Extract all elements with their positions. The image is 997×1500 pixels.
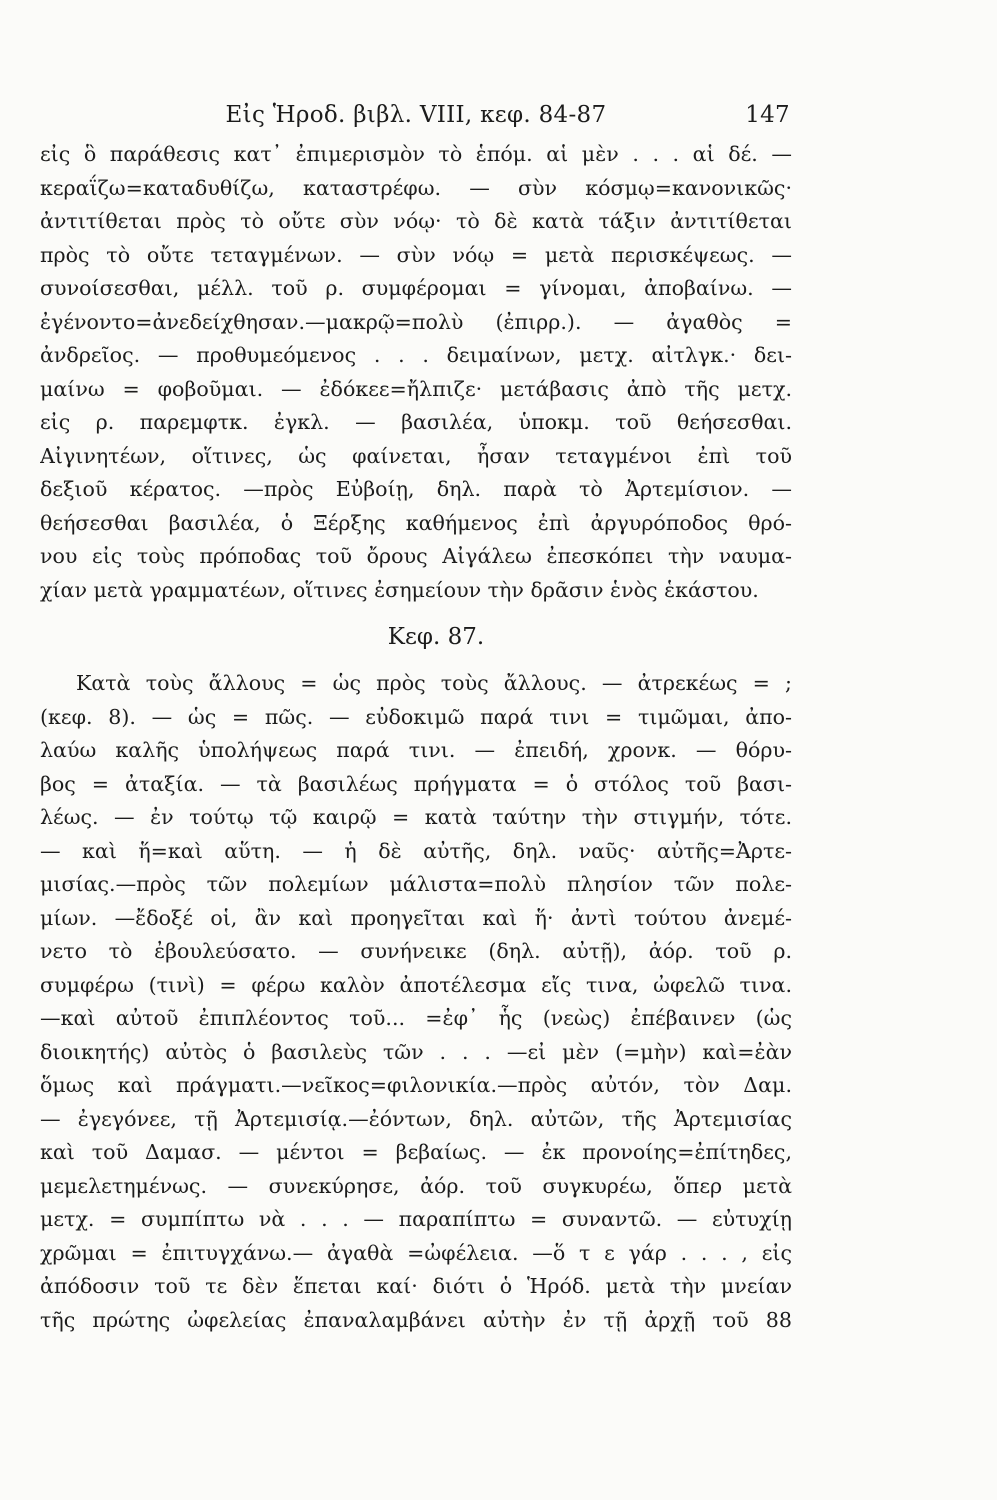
- text-line: ὅμως καὶ πράγματι.—νεῖκος=φιλονικία.—πρὸς αὐτόν, τὸν Δαμ.: [40, 1073, 792, 1097]
- text-line: ἀντιτίθεται πρὸς τὸ οὔτε σὺν νόῳ· τὸ δὲ κατὰ τάξιν ἀντιτίθεται: [40, 209, 792, 233]
- text-line: μίων. —ἔδοξέ οἱ, ἂν καὶ προηγεῖται καὶ ἥ· ἀντὶ τούτου ἀνεμέ-: [40, 905, 792, 930]
- text-line: εἰς ὃ παράθεσις κατ᾽ ἐπιμερισμὸν τὸ ἑπόμ. αἱ μὲν . . . αἱ δέ. —: [40, 142, 792, 166]
- text-line: — καὶ ἥ=καὶ αὕτη. — ἡ δὲ αὐτῆς, δηλ. ναῦς· αὐτῆς=Ἀρτε-: [40, 838, 792, 863]
- text-line: χίαν μετὰ γραμματέων, οἵτινες ἐσημείουν τὴν δρᾶσιν ἑνὸς ἑκάστου.: [40, 577, 759, 602]
- text-line: ἀνδρεῖος. — προθυμεόμενος . . . δειμαίνων, μετχ. αἰτλγκ.· δει-: [40, 343, 792, 367]
- text-line: χρῶμαι = ἐπιτυγχάνω.— ἀγαθὰ =ὠφέλεια. —ὅ τ ε γάρ . . . , εἰς: [40, 1240, 792, 1265]
- text-line: θεήσεσθαι βασιλέα, ὁ Ξέρξης καθήμενος ἐπὶ ἀργυρόποδος θρό-: [40, 510, 792, 535]
- text-line: μαίνω = φοβοῦμαι. — ἐδόκεε=ἤλπιζε· μετάβασις ἀπὸ τῆς μετχ.: [40, 376, 792, 401]
- text-line: μισίας.—πρὸς τῶν πολεμίων μάλιστα=πολὺ πλησίον τῶν πολε-: [40, 872, 792, 896]
- text-line: καὶ τοῦ Δαμασ. — μέντοι = βεβαίως. — ἐκ προνοίης=ἐπίτηδες,: [40, 1140, 792, 1164]
- text-line: βος = ἀταξία. — τὰ βασιλέως πρήγματα = ὁ στόλος τοῦ βασι-: [40, 771, 792, 796]
- commentary-block-ch87: [40, 667, 792, 1337]
- text-line: τῆς πρώτης ὠφελείας ἐπαναλαμβάνει αὐτὴν ἐν τῇ ἀρχῇ τοῦ 88: [40, 1307, 792, 1332]
- text-line: συμφέρω (τινὶ) = φέρω καλὸν ἀποτέλεσμα εἴς τινα, ὠφελῶ τινα.: [40, 972, 792, 997]
- text-line: λέως. — ἐν τούτῳ τῷ καιρῷ = κατὰ ταύτην τὴν στιγμήν, τότε.: [40, 805, 792, 829]
- text-line: (κεφ. 8). — ὡς = πῶς. — εὐδοκιμῶ παρά τινι = τιμῶμαι, ἀπο-: [40, 704, 792, 729]
- text-line: νου εἰς τοὺς πρόποδας τοῦ ὄρους Αἰγάλεω ἐπεσκόπει τὴν ναυμα-: [40, 544, 792, 568]
- text-line: λαύω καλῆς ὑπολήψεως παρά τινι. — ἐπειδή, χρονκ. — θόρυ-: [40, 738, 792, 762]
- running-head-title: Εἰς Ἡροδ. βιβλ. VIII, κεφ. 84-87: [225, 102, 607, 128]
- text-line: ἐγένοντο=ἀνεδείχθησαν.—μακρῷ=πολὺ (ἐπιρρ.). — ἀγαθὸς =: [40, 309, 792, 334]
- text-line: Αἰγινητέων, οἵτινες, ὡς φαίνεται, ἦσαν τεταγμένοι ἐπὶ τοῦ: [40, 443, 792, 468]
- text-line: κεραΐζω=καταδυθίζω, καταστρέφω. — σὺν κόσμῳ=κανονικῶς·: [40, 175, 792, 200]
- text-line: μετχ. = συμπίπτω νὰ . . . — παραπίπτω = συναντῶ. — εὐτυχίῃ: [40, 1207, 792, 1231]
- commentary-block-ch86: [40, 138, 792, 607]
- text-line: πρὸς τὸ οὔτε τεταγμένων. — σὺν νόῳ = μετὰ περισκέψεως. —: [40, 242, 792, 267]
- text-line: νετο τὸ ἐβουλεύσατο. — συνήνεικε (δηλ. αὐτῇ), ἀόρ. τοῦ ρ.: [40, 939, 792, 963]
- text-line: — ἐγεγόνεε, τῇ Ἀρτεμισίᾳ.—ἐόντων, δηλ. αὐτῶν, τῆς Ἀρτεμισίας: [40, 1106, 792, 1131]
- running-head: [40, 98, 792, 138]
- page-number: 147: [745, 102, 790, 128]
- book-page: [40, 98, 792, 1337]
- text-line: ἀπόδοσιν τοῦ τε δὲν ἕπεται καί· διότι ὁ Ἡρόδ. μετὰ τὴν μνείαν: [40, 1274, 792, 1298]
- text-line: συνοίσεσθαι, μέλλ. τοῦ ρ. συμφέρομαι = γίνομαι, ἀποβαίνω. —: [40, 276, 792, 300]
- chapter-heading: Κεφ. 87.: [387, 624, 485, 650]
- text-line: —καὶ αὐτοῦ ἐπιπλέοντος τοῦ... =ἐφ᾽ ἧς (νεὼς) ἐπέβαινεν (ὡς: [40, 1006, 792, 1030]
- text-line: εἰς ρ. παρεμφτκ. ἐγκλ. — βασιλέα, ὑποκμ. τοῦ θεήσεσθαι.: [40, 410, 792, 434]
- text-line: μεμελετημένως. — συνεκύρησε, ἀόρ. τοῦ συγκυρέω, ὅπερ μετὰ: [40, 1173, 792, 1198]
- text-line: διοικητής) αὐτὸς ὁ βασιλεὺς τῶν . . . —εἰ μὲν (=μὴν) καὶ=ἐὰν: [40, 1039, 792, 1064]
- text-line: δεξιοῦ κέρατος. —πρὸς Εὐβοίῃ, δηλ. παρὰ τὸ Ἀρτεμίσιον. —: [40, 477, 792, 501]
- text-line: Κατὰ τοὺς ἄλλους = ὡς πρὸς τοὺς ἄλλους. — ἀτρεκέως = ;: [76, 671, 792, 695]
